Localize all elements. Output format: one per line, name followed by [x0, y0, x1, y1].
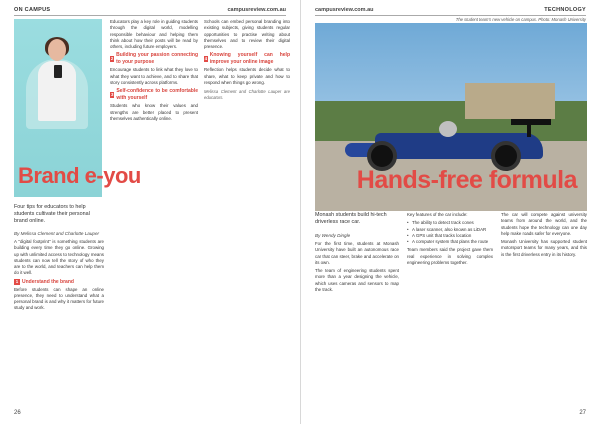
byline: By Melissa Clement and Charlotte Lauper [14, 231, 100, 236]
column-paragraph: Team members said the project gave them real experience in solving complex engineering problems together. [407, 247, 493, 265]
list-item: • A GPS unit that tracks location [407, 233, 493, 239]
tip-number: 3 [110, 92, 114, 98]
author-note: Melissa Clement and Charlotte Lauper are educators. [204, 89, 290, 101]
tip-title: Building your passion connecting to your purpose [116, 52, 198, 66]
column-paragraph: For the first time, students at Monash University have built an autonomous race car that can steer, brake and accelerate on its own. [315, 241, 399, 265]
tip-title: Understand the brand [22, 278, 74, 285]
site-url: campusreview.com.au [227, 6, 286, 13]
feature-list [407, 220, 493, 245]
column-paragraph: Monash University has supported student motorsport teams for many years, and this is the first driverless entry in its history. [501, 239, 587, 257]
intro-paragraph: A "digital footprint" is something students are building every time they go online. Growing up with unlimited access to technology means students can now tell the story of who they are to the world, and teachers can help them do it well. [14, 239, 104, 276]
car-sensor [439, 121, 457, 137]
list-item: • A computer system that plans the route [407, 239, 493, 245]
hero-title: Brand e-you [18, 163, 141, 188]
photo-building [465, 83, 555, 119]
tip-body: Before students can shape an online presence, they need to understand what a personal brand is and why it matters for future study and work. [14, 286, 104, 311]
hero-person [36, 39, 80, 129]
tip-body: Reflection helps students decide what to share, what to keep private and how to respond when things go wrong. [204, 67, 290, 85]
section-label: ON CAMPUS [14, 6, 51, 13]
photo-caption: The student team's new vehicle on campus. Photo: Monash University [455, 17, 586, 22]
list-intro: Key features of the car include: [407, 212, 468, 217]
tip-heading [204, 52, 290, 66]
tip-heading [110, 88, 198, 102]
car-rear-wing [511, 119, 551, 125]
byline: By Wendy Dingle [315, 233, 351, 238]
article-column-1 [315, 241, 399, 295]
article-column-3 [204, 19, 290, 103]
tip-body: Encourage students to link what they love to what they want to achieve, and to share that story consistently across platforms. [110, 67, 198, 85]
tip-number: 4 [204, 56, 208, 62]
tip-heading [110, 52, 198, 66]
page-number: 26 [14, 410, 21, 416]
column-paragraph: The team of engineering students spent more than a year designing the vehicle, which uses cameras and sensors to map the track. [315, 268, 399, 292]
hero-illustration [14, 19, 141, 197]
list-item: • The ability to detect track cones [407, 220, 493, 226]
article-column-2 [407, 212, 493, 268]
column-paragraph: Schools can embed personal branding into existing subjects, giving students regular opportunities to practise writing about themselves and to review their digital presence. [204, 19, 290, 49]
article-column-3 [501, 212, 587, 260]
standfirst: Four tips for educators to help students cultivate their personal brand online. [14, 204, 90, 225]
tip-number: 2 [110, 56, 114, 62]
hero-head [48, 39, 66, 61]
column-paragraph: Educators play a key role in guiding students through the digital world, modelling responsible behaviour and helping them think about how their posts will be read by others, including future employers. [110, 19, 198, 49]
tip-title: Knowing yourself can help improve your online image [209, 52, 290, 66]
tip-heading [14, 279, 104, 286]
article-column-2 [110, 19, 198, 124]
article-column-1 [14, 239, 104, 314]
phone-icon [54, 65, 62, 78]
site-url: campusreview.com.au [315, 6, 374, 13]
tip-number: 1 [15, 279, 19, 285]
tip-body: Students who know their values and strengths are better placed to present themselves authentically online. [110, 103, 198, 121]
page-number: 27 [579, 410, 586, 416]
standfirst: Monash students build hi-tech driverless race car. [315, 212, 387, 226]
page-header [14, 6, 286, 16]
headline: Hands-free formula [356, 166, 577, 194]
page-header [315, 6, 586, 16]
column-paragraph: The car will compete against university teams from around the world, and the students hope the technology can one day help make roads safer for everyone. [501, 212, 587, 236]
section-label: TECHNOLOGY [544, 6, 586, 13]
list-item: • A laser scanner, also known as LiDAR [407, 227, 493, 233]
tip-title: Self-confidence to be comfortable with yourself [116, 88, 198, 102]
right-page [300, 0, 600, 424]
race-car-photo [315, 23, 587, 205]
car-wing-post [527, 123, 531, 137]
